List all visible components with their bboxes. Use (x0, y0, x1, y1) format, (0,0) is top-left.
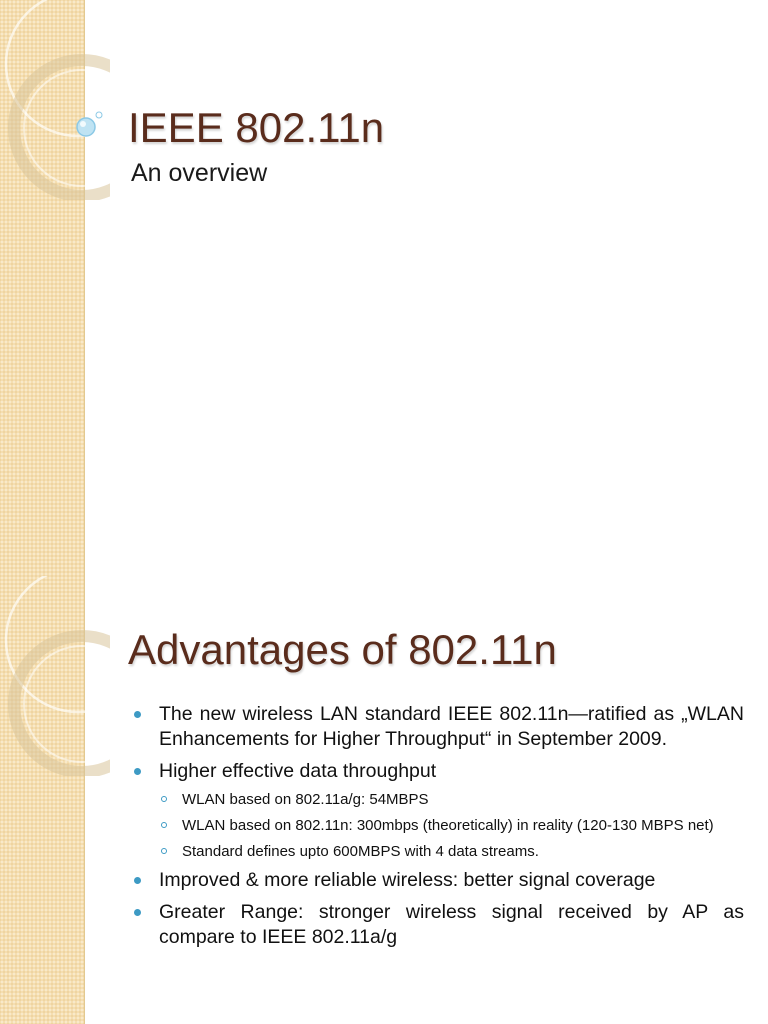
sub-bullet-item (159, 842, 744, 861)
bullet-item (134, 702, 744, 752)
bullet-item (134, 868, 744, 893)
slide-advantages (0, 576, 768, 1024)
bullet-dot-icon (134, 711, 141, 718)
sub-bullet-circle-icon (161, 848, 167, 854)
bullet-text: Improved & more reliable wireless: better signal coverage (159, 869, 656, 891)
bullet-text: Higher effective data throughput (159, 760, 437, 782)
sub-bullet-text: WLAN based on 802.11n: 300mbps (theoretically) in reality (120-130 MBPS net) (182, 817, 714, 834)
decorative-rings-icon (0, 0, 110, 200)
bullet-text: The new wireless LAN standard IEEE 802.11n—ratified as „WLAN Enhancements for Higher Throughput“ in September 2009. (159, 703, 744, 750)
bullet-item (134, 759, 744, 861)
slide-heading: Advantages of 802.11n (128, 626, 557, 673)
bullet-item (134, 900, 744, 950)
slide-subtitle: An overview (131, 159, 268, 187)
bullet-dot-icon (134, 768, 141, 775)
sub-bullet-circle-icon (161, 796, 167, 802)
sub-bullet-circle-icon (161, 822, 167, 828)
sub-bullet-list (159, 790, 744, 861)
bullet-list (134, 702, 744, 957)
decorative-rings-icon (0, 576, 110, 776)
sub-bullet-text: WLAN based on 802.11a/g: 54MBPS (182, 791, 429, 808)
sub-bullet-item (159, 816, 744, 835)
bullet-dot-icon (134, 877, 141, 884)
slide-title-heading: IEEE 802.11n (128, 104, 385, 151)
sub-bullet-item (159, 790, 744, 809)
bullet-dot-icon (134, 909, 141, 916)
bullet-text: Greater Range: stronger wireless signal received by AP as compare to IEEE 802.11a/g (159, 901, 744, 948)
sub-bullet-text: Standard defines upto 600MBPS with 4 data streams. (182, 843, 539, 860)
